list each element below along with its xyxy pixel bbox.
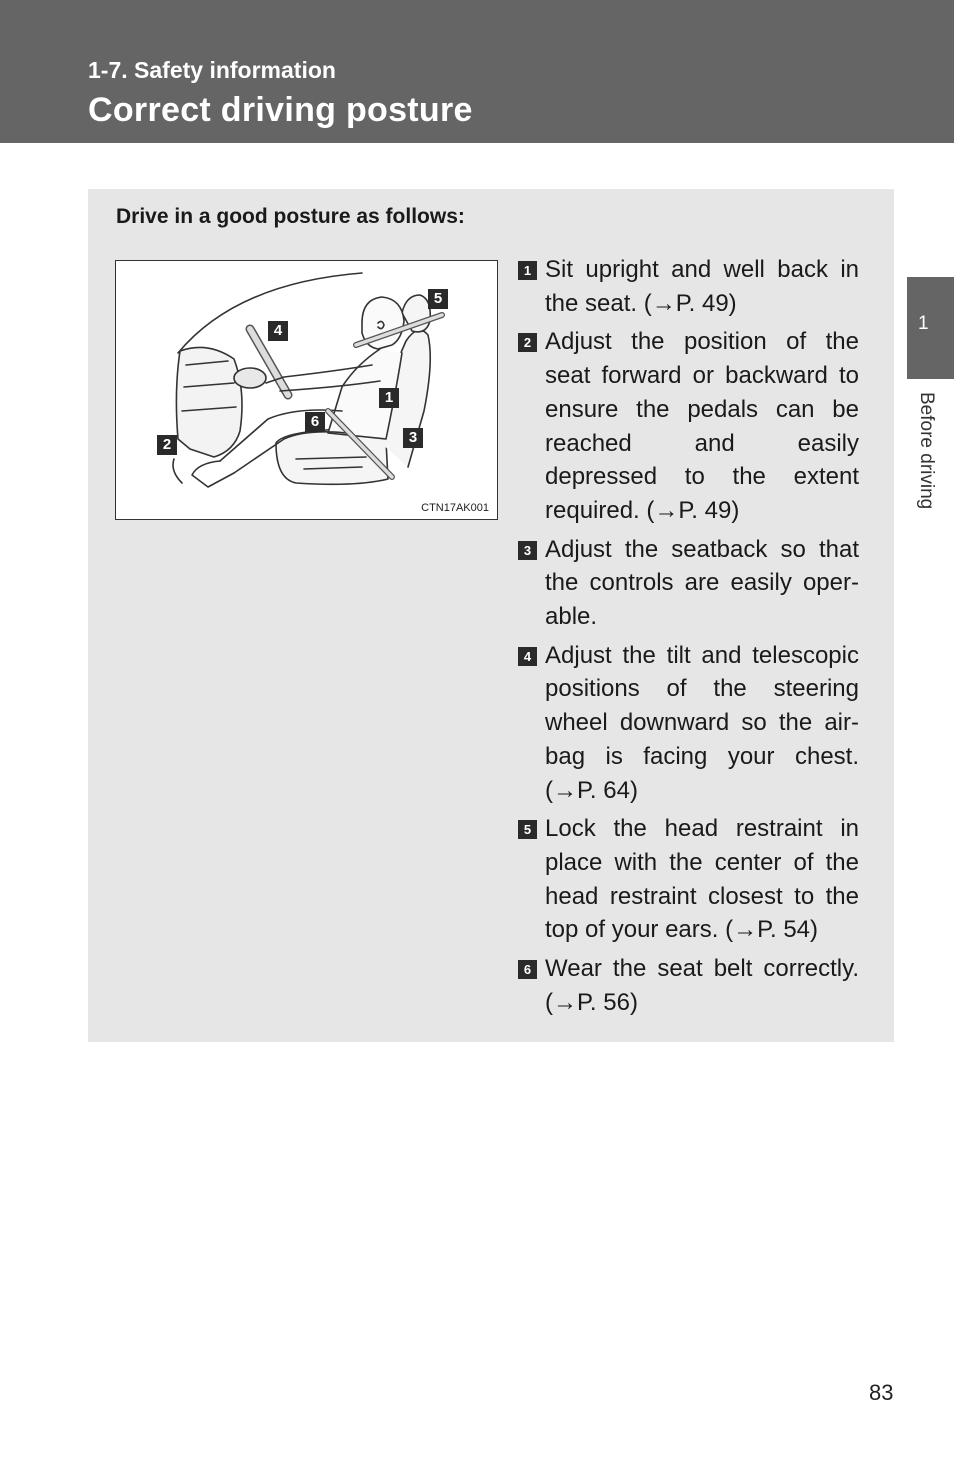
step-number: 4 [518,647,537,666]
chapter-tab [907,277,954,379]
driving-posture-illustration [115,260,498,520]
posture-steps-list [518,253,859,1024]
callout-6: 6 [305,412,325,432]
callout-5: 5 [428,289,448,309]
section-heading: 1-7. Safety information [88,57,336,83]
callout-2: 2 [157,435,177,455]
step-number: 3 [518,541,537,560]
step-text: Adjust the tilt and telescopic positions of the steering wheel downward so the air-bag is facing your chest. (→P. 64) [545,641,859,804]
list-item [518,253,859,320]
step-text: Adjust the seatback so that the controls are easily oper-able. [545,535,859,631]
page-number: 83 [869,1380,894,1405]
list-item [518,812,859,947]
step-number: 5 [518,820,537,839]
intro-text: Drive in a good posture as follows: [116,205,465,228]
list-item [518,639,859,808]
list-item [518,952,859,1019]
page-title: Correct driving posture [88,91,473,129]
callout-4: 4 [268,321,288,341]
callout-1: 1 [379,388,399,408]
step-number: 1 [518,261,537,280]
step-number: 6 [518,960,537,979]
list-item [518,533,859,634]
step-text: Sit upright and well back in the seat. (→P. 49) [545,256,859,317]
figure-code: CTN17AK001 [421,502,489,514]
callout-3: 3 [403,428,423,448]
step-text: Lock the head restraint in place with the center of the head restraint closest to the top of your ears. (→P. 54) [545,815,859,944]
step-text: Wear the seat belt correctly. (→P. 56) [545,955,859,1016]
step-text: Adjust the position of the seat forward or backward to ensure the pedals can be reached and easily depressed to the extent required. (→P. 49) [545,328,859,524]
step-number: 2 [518,333,537,352]
list-item [518,325,859,527]
chapter-tab-label: Before driving [916,392,937,510]
chapter-tab-number: 1 [918,313,929,334]
